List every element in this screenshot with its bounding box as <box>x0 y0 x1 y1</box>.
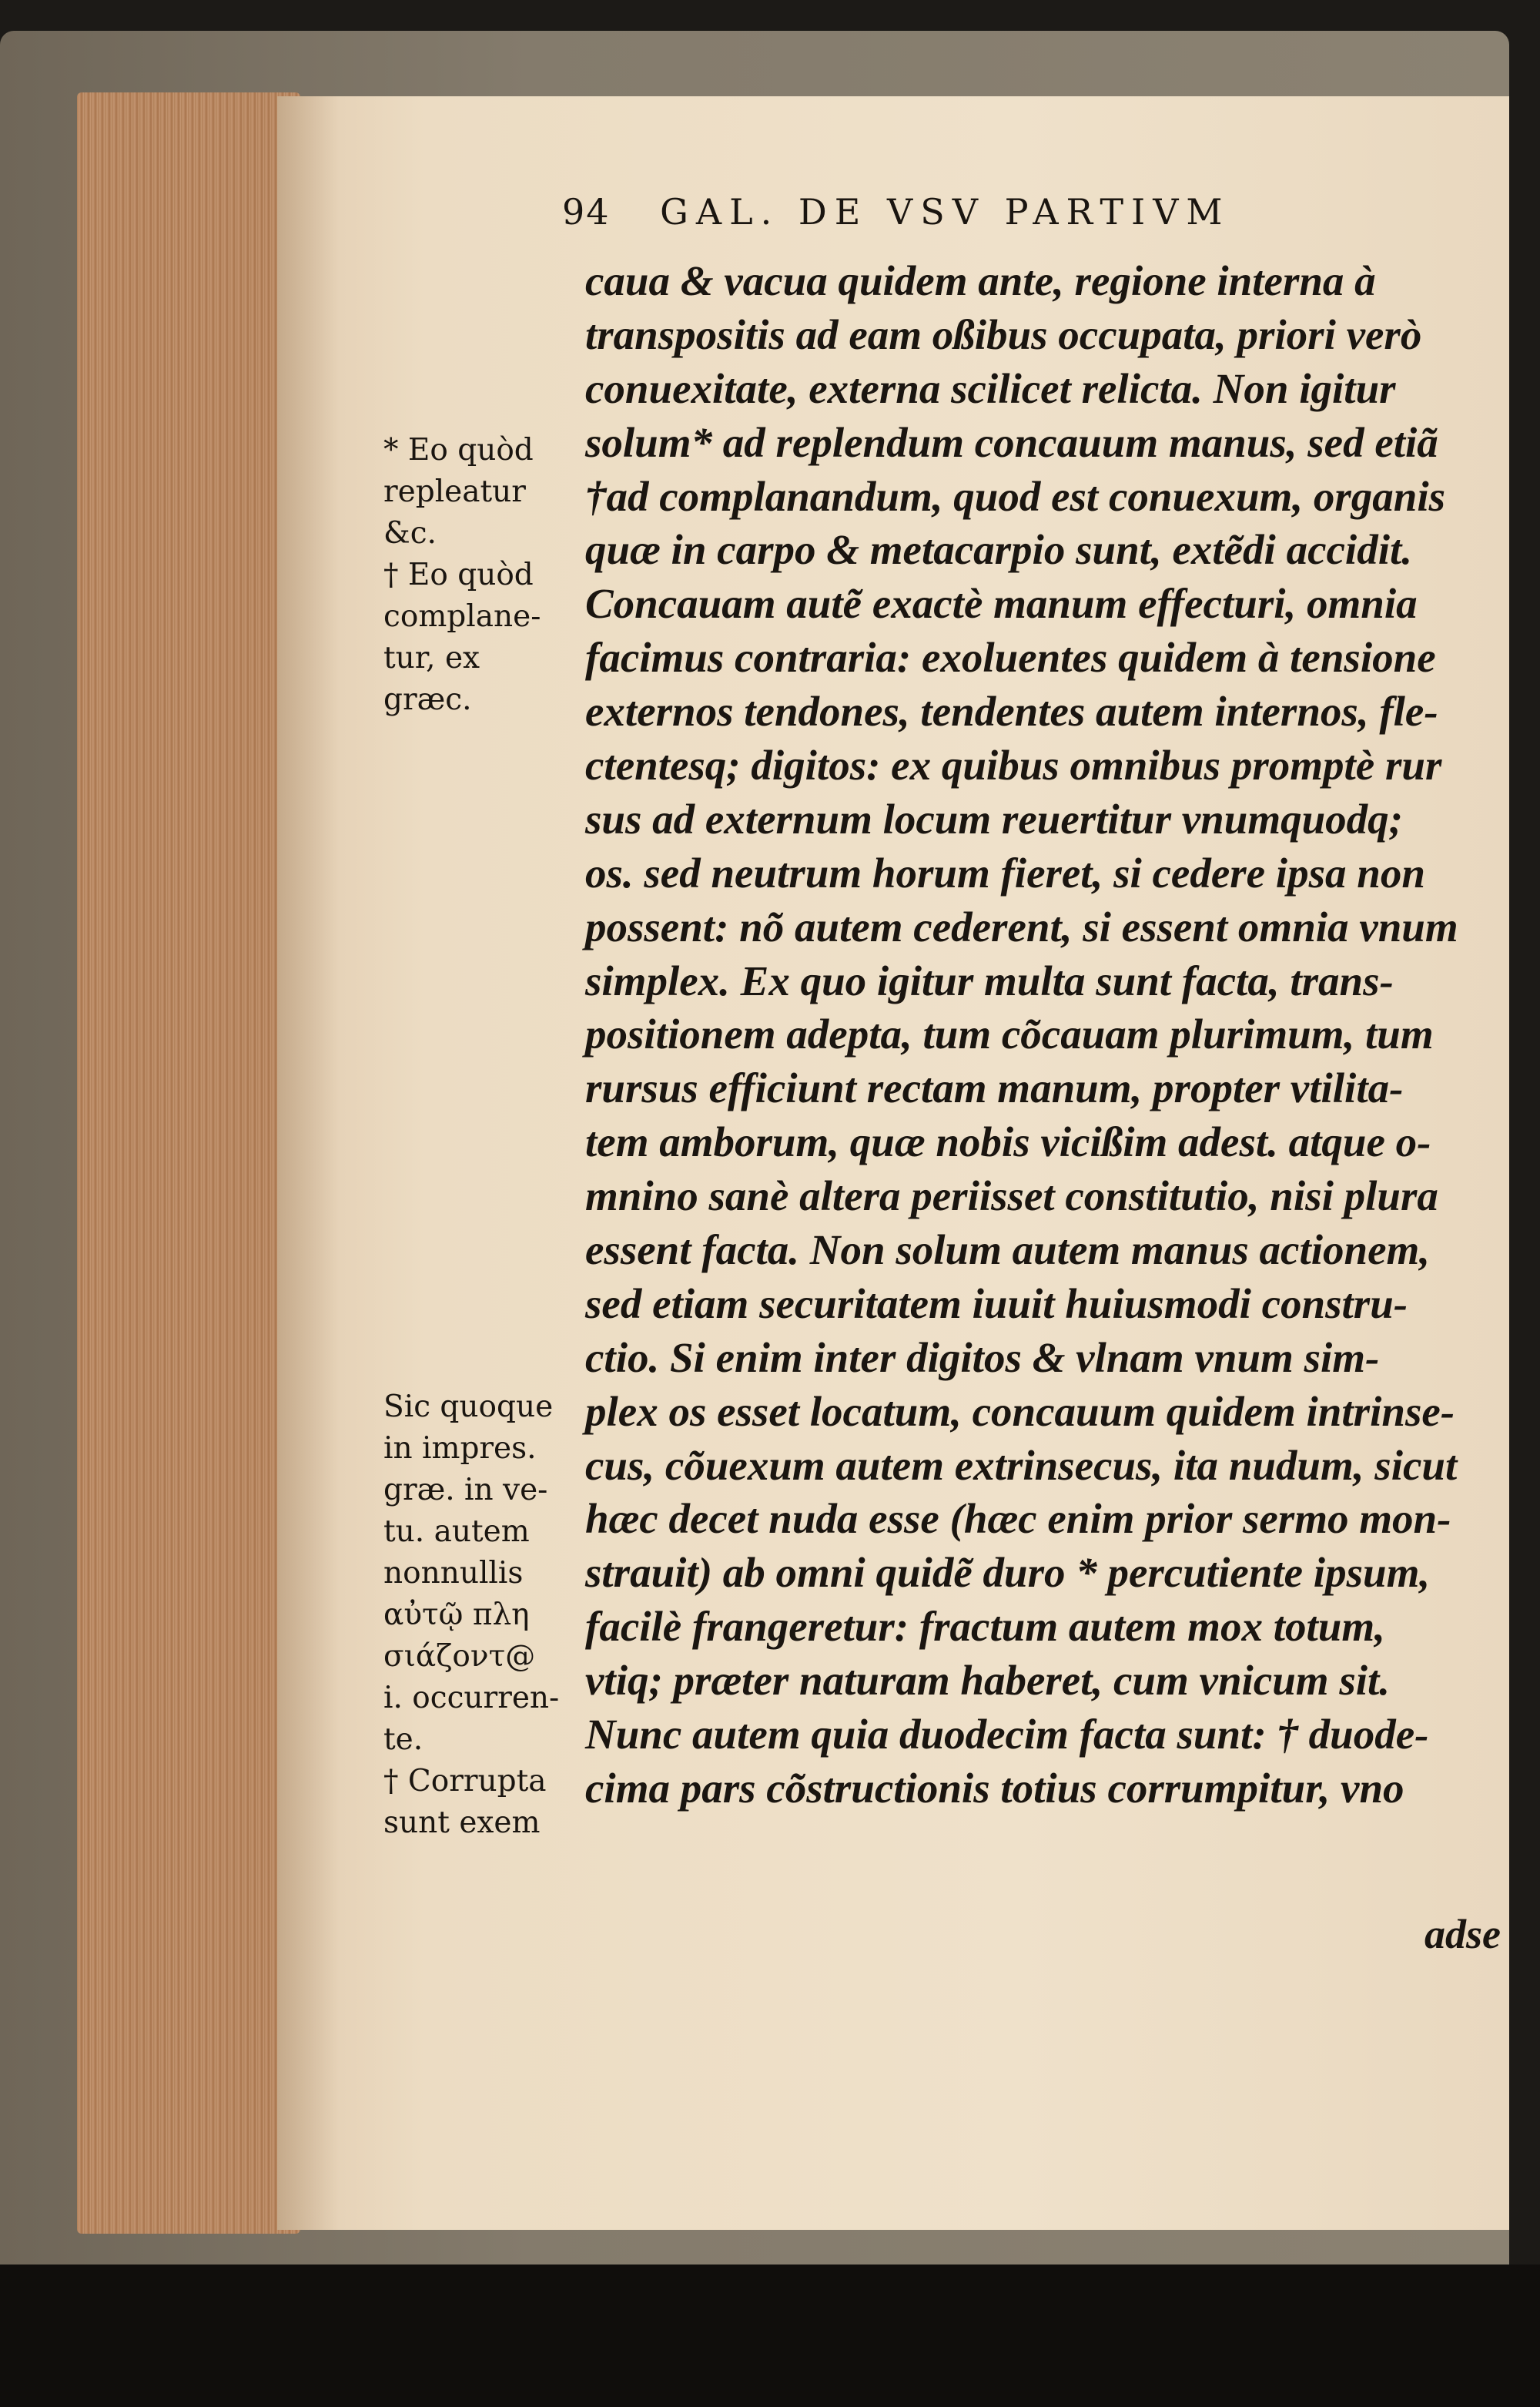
catchword: adse <box>1424 1911 1501 1957</box>
running-title: GAL. DE VSV PARTIVM <box>660 191 1230 233</box>
note-line: † Eo quòd <box>383 558 534 592</box>
page-number: 94 <box>562 191 611 233</box>
text-line: †ad complanandum, quod est conuexum, organis <box>585 472 1445 520</box>
text-line: solum* ad replendum concauum manus, sed etiã <box>585 418 1438 466</box>
note-line: tu. autem <box>383 1514 530 1549</box>
note-line: repleatur <box>383 474 526 509</box>
note-line: &c. <box>383 516 437 551</box>
text-line: tem amborum, quæ nobis vicißim adest. atque o- <box>585 1118 1431 1166</box>
text-line: vtiq; præter naturam haberet, cum vnicum sit. <box>585 1657 1391 1705</box>
note-line: in impres. <box>383 1431 537 1466</box>
text-line: plex os esset locatum, concauum quidem intrinse- <box>585 1387 1455 1435</box>
text-line: facilè frangeretur: fractum autem mox totum, <box>585 1603 1385 1651</box>
text-line: positionem adepta, tum cõcauam plurimum, tum <box>585 1011 1434 1058</box>
note-line: græc. <box>383 682 472 717</box>
page-edges <box>77 92 300 2234</box>
text-line: possent: nõ autem cederent, si essent omnia vnum <box>585 903 1458 950</box>
note-line: nonnullis <box>383 1556 524 1591</box>
text-line: simplex. Ex quo igitur multa sunt facta, trans- <box>585 957 1394 1004</box>
text-line: ctentesq; digitos: ex quibus omnibus promptè rur <box>585 742 1442 789</box>
note-line: αὐτῷ πλη <box>383 1597 530 1632</box>
note-line: complane- <box>383 599 541 634</box>
text-line: conuexitate, externa scilicet relicta. Non igitur <box>585 364 1396 412</box>
main-text-block <box>585 254 1517 1815</box>
text-line: hæc decet nuda esse (hæc enim prior sermo mon- <box>585 1495 1451 1543</box>
text-line: strauit) ab omni quidẽ duro * percutiente ipsum, <box>585 1549 1431 1597</box>
text-line: cima pars cõstructionis totius corrumpitur, vno <box>585 1764 1404 1812</box>
text-line: essent facta. Non solum autem manus actionem, <box>585 1226 1431 1274</box>
text-line: facimus contraria: exoluentes quidem à tensione <box>585 634 1436 682</box>
note-line: Sic quoque <box>383 1390 554 1424</box>
text-line: ctio. Si enim inter digitos & vlnam vnum sim- <box>585 1333 1380 1381</box>
dark-background <box>0 2265 1540 2407</box>
text-line: Nunc autem quia duodecim facta sunt: † duode- <box>585 1711 1429 1758</box>
note-line: σιάζοντ@ <box>383 1639 536 1674</box>
note-line: i. occurren- <box>383 1681 560 1715</box>
note-line: † Corrupta <box>383 1764 547 1799</box>
marginal-note-lower <box>383 1386 559 1844</box>
note-line: græ. in ve- <box>383 1473 548 1507</box>
note-line: * Eo quòd <box>383 433 534 468</box>
marginal-note-upper <box>383 430 541 721</box>
text-line: os. sed neutrum horum fieret, si cedere ipsa non <box>585 849 1425 897</box>
text-line: caua & vacua quidem ante, regione interna à <box>585 257 1376 304</box>
text-line: externos tendones, tendentes autem internos, fle- <box>585 688 1438 736</box>
text-line: rursus efficiunt rectam manum, propter vtilita- <box>585 1064 1404 1112</box>
text-line: mnino sanè altera periisset constitutio, nisi plura <box>585 1172 1438 1220</box>
text-line: quæ in carpo & metacarpio sunt, extẽdi accidit. <box>585 526 1413 574</box>
text-line: Concauam autẽ exactè manum effecturi, omnia <box>585 580 1418 628</box>
running-head <box>562 191 1409 237</box>
note-line: te. <box>383 1722 424 1757</box>
text-line: sus ad externum locum reuertitur vnumquodq; <box>585 795 1403 843</box>
text-line: cus, cõuexum autem extrinsecus, ita nudum, sicut <box>585 1441 1458 1489</box>
note-line: tur, ex <box>383 641 480 676</box>
note-line: sunt exem <box>383 1805 541 1840</box>
text-line: transpositis ad eam oßibus occupata, priori verò <box>585 310 1422 358</box>
text-line: sed etiam securitatem iuuit huiusmodi constru- <box>585 1279 1408 1327</box>
